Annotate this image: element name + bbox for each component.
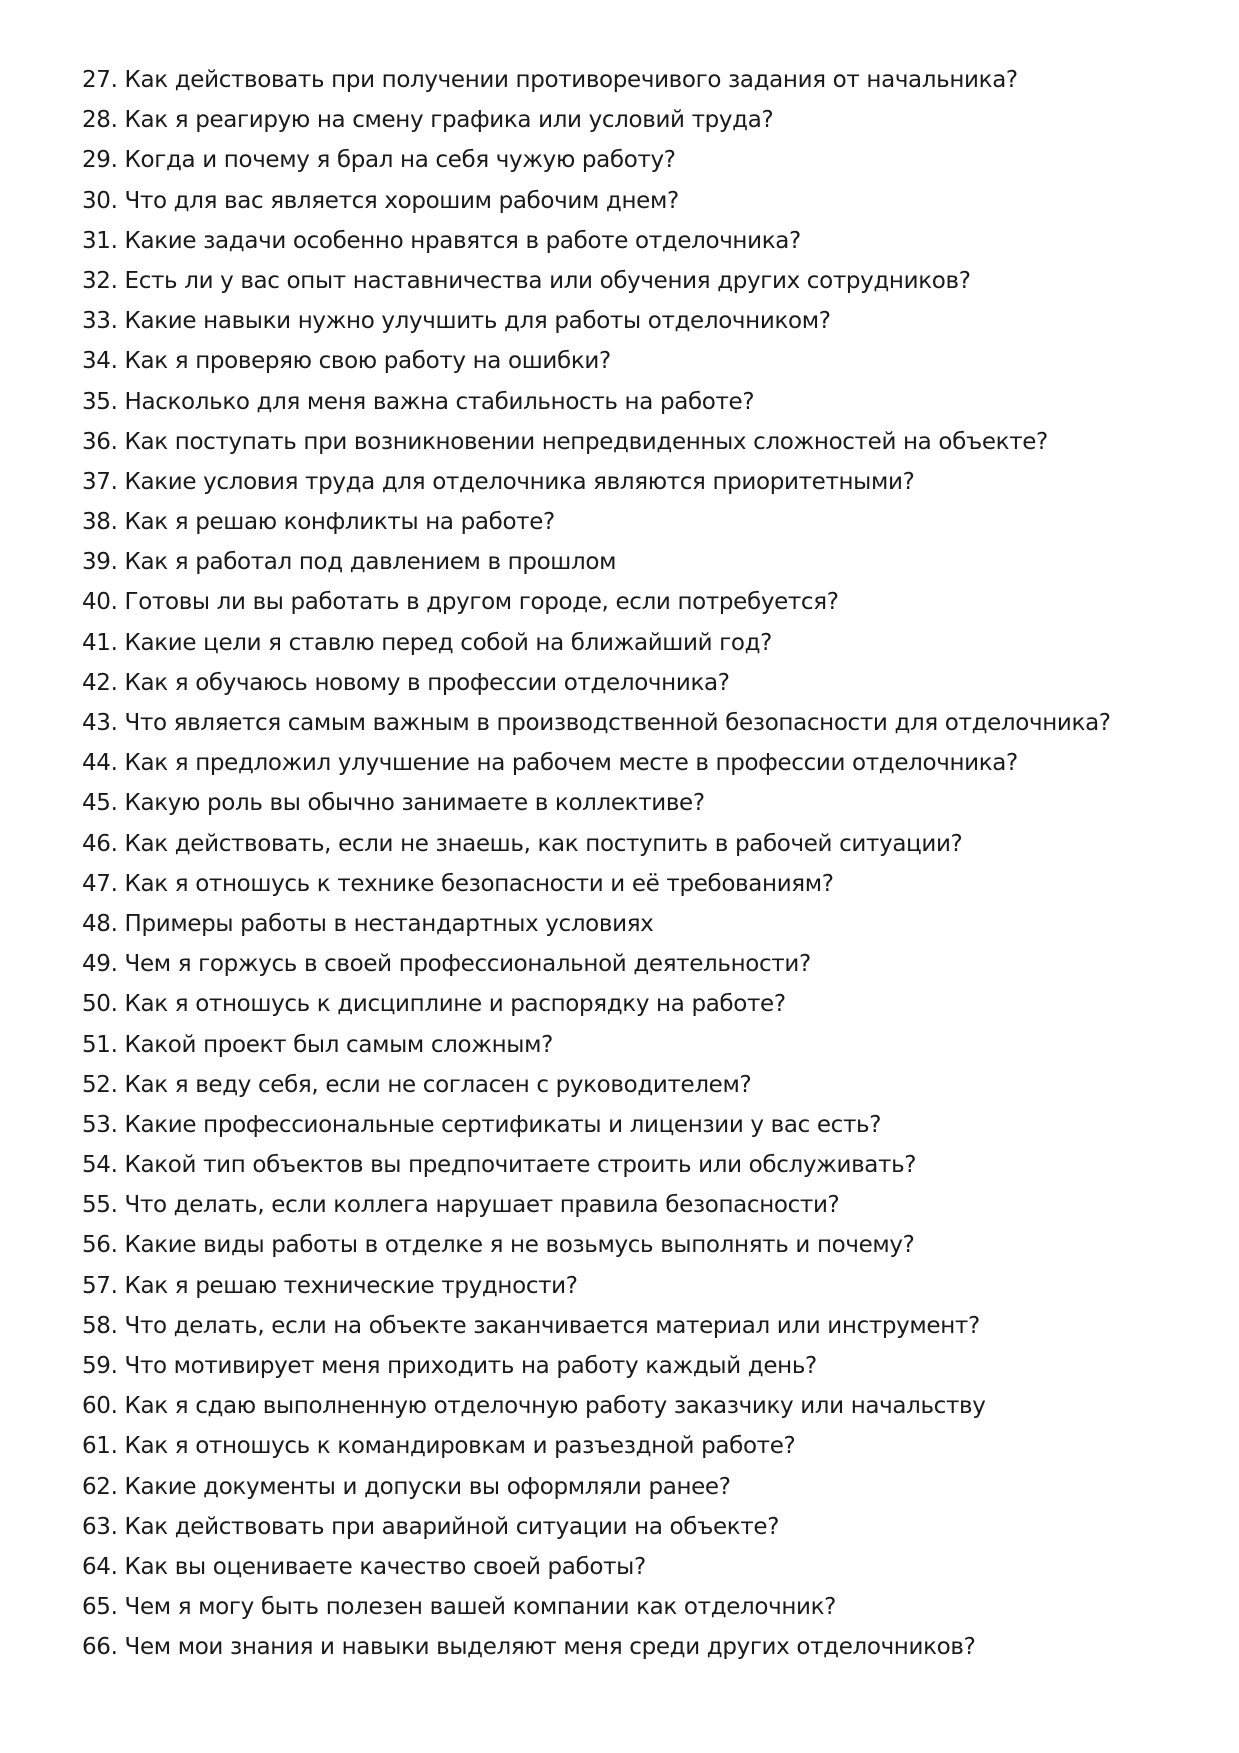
question-text: Какие виды работы в отделке я не возьмусь выполнять и почему? bbox=[124, 1232, 915, 1259]
question-text: Как поступать при возникновении непредвиденных сложностей на объекте? bbox=[124, 428, 1048, 455]
question-number: 62. bbox=[82, 1473, 118, 1500]
question-item bbox=[82, 1185, 1202, 1225]
question-text: Какие документы и допуски вы оформляли ранее? bbox=[124, 1473, 731, 1500]
question-item bbox=[82, 301, 1202, 341]
question-text: Что является самым важным в производственной безопасности для отделочника? bbox=[124, 710, 1111, 736]
question-number: 34. bbox=[82, 348, 118, 375]
question-number: 53. bbox=[82, 1111, 118, 1138]
question-item bbox=[82, 261, 1202, 301]
question-item bbox=[82, 1025, 1202, 1065]
question-number: 37. bbox=[82, 468, 118, 495]
question-item bbox=[82, 783, 1202, 823]
question-text: Как действовать при получении противоречивого задания от начальника? bbox=[124, 67, 1018, 93]
question-list bbox=[82, 60, 1202, 1668]
question-number: 39. bbox=[82, 549, 118, 576]
question-item bbox=[82, 181, 1202, 221]
question-item bbox=[82, 944, 1202, 984]
question-item bbox=[82, 1547, 1202, 1587]
question-item bbox=[82, 1507, 1202, 1547]
question-text: Какие навыки нужно улучшить для работы отделочником? bbox=[124, 308, 831, 335]
question-item bbox=[82, 984, 1202, 1024]
question-text: Какие задачи особенно нравятся в работе отделочника? bbox=[124, 227, 801, 254]
question-text: Как действовать, если не знаешь, как поступить в рабочей ситуации? bbox=[124, 830, 963, 857]
question-item bbox=[82, 382, 1202, 422]
question-number: 29. bbox=[82, 147, 118, 174]
question-number: 52. bbox=[82, 1071, 118, 1098]
question-item bbox=[82, 60, 1202, 100]
question-number: 47. bbox=[82, 870, 118, 897]
question-item bbox=[82, 100, 1202, 140]
question-number: 28. bbox=[82, 107, 118, 134]
question-number: 44. bbox=[82, 750, 118, 777]
question-item bbox=[82, 1225, 1202, 1265]
question-number: 66. bbox=[82, 1634, 118, 1661]
question-number: 48. bbox=[82, 910, 118, 937]
question-number: 50. bbox=[82, 991, 118, 1018]
question-text: Как я сдаю выполненную отделочную работу заказчику или начальству bbox=[124, 1393, 986, 1420]
question-number: 54. bbox=[82, 1152, 118, 1179]
question-text: Чем я могу быть полезен вашей компании как отделочник? bbox=[124, 1594, 837, 1621]
question-number: 57. bbox=[82, 1272, 118, 1299]
question-item bbox=[82, 1145, 1202, 1185]
question-number: 56. bbox=[82, 1232, 118, 1259]
question-text: Что для вас является хорошим рабочим днем? bbox=[124, 187, 679, 214]
question-number: 41. bbox=[82, 629, 118, 656]
question-text: Чем я горжусь в своей профессиональной деятельности? bbox=[124, 951, 811, 978]
question-item bbox=[82, 462, 1202, 502]
question-text: Насколько для меня важна стабильность на работе? bbox=[124, 388, 755, 415]
question-item bbox=[82, 422, 1202, 462]
question-item bbox=[82, 864, 1202, 904]
question-text: Какой проект был самым сложным? bbox=[124, 1031, 553, 1058]
question-item bbox=[82, 221, 1202, 261]
question-number: 27. bbox=[82, 67, 118, 93]
question-text: Чем мои знания и навыки выделяют меня среди других отделочников? bbox=[124, 1634, 976, 1661]
question-number: 55. bbox=[82, 1192, 118, 1219]
question-number: 51. bbox=[82, 1031, 118, 1058]
question-text: Что делать, если на объекте заканчивается материал или инструмент? bbox=[124, 1312, 980, 1339]
question-item bbox=[82, 1346, 1202, 1386]
question-number: 36. bbox=[82, 428, 118, 455]
question-text: Когда и почему я брал на себя чужую работу? bbox=[124, 147, 676, 174]
question-text: Какие профессиональные сертификаты и лицензии у вас есть? bbox=[124, 1111, 882, 1138]
question-item bbox=[82, 1105, 1202, 1145]
question-number: 58. bbox=[82, 1312, 118, 1339]
question-item bbox=[82, 1426, 1202, 1466]
question-item bbox=[82, 582, 1202, 622]
question-number: 46. bbox=[82, 830, 118, 857]
question-number: 49. bbox=[82, 951, 118, 978]
question-number: 32. bbox=[82, 267, 118, 294]
question-text: Какие условия труда для отделочника являются приоритетными? bbox=[124, 468, 915, 495]
question-text: Как я решаю конфликты на работе? bbox=[124, 509, 555, 536]
question-text: Как я обучаюсь новому в профессии отделочника? bbox=[124, 669, 730, 696]
question-number: 43. bbox=[82, 710, 118, 736]
question-item bbox=[82, 663, 1202, 703]
question-item bbox=[82, 1587, 1202, 1627]
question-text: Как я предложил улучшение на рабочем месте в профессии отделочника? bbox=[124, 750, 1018, 777]
question-text: Как вы оцениваете качество своей работы? bbox=[124, 1553, 646, 1580]
question-item bbox=[82, 1266, 1202, 1306]
question-number: 45. bbox=[82, 790, 118, 817]
question-number: 60. bbox=[82, 1393, 118, 1420]
question-item bbox=[82, 140, 1202, 180]
question-item bbox=[82, 1627, 1202, 1667]
question-text: Как я проверяю свою работу на ошибки? bbox=[124, 348, 611, 375]
question-number: 59. bbox=[82, 1353, 118, 1379]
question-text: Примеры работы в нестандартных условиях bbox=[124, 910, 654, 937]
question-item bbox=[82, 824, 1202, 864]
question-text: Какой тип объектов вы предпочитаете строить или обслуживать? bbox=[124, 1152, 917, 1179]
question-number: 33. bbox=[82, 308, 118, 335]
question-number: 35. bbox=[82, 388, 118, 415]
question-number: 64. bbox=[82, 1553, 118, 1580]
question-text: Как я работал под давлением в прошлом bbox=[124, 549, 617, 576]
question-number: 65. bbox=[82, 1594, 118, 1621]
question-item bbox=[82, 341, 1202, 381]
question-item bbox=[82, 743, 1202, 783]
question-number: 31. bbox=[82, 227, 118, 254]
question-text: Как я отношусь к технике безопасности и её требованиям? bbox=[124, 870, 834, 897]
question-text: Как я отношусь к командировкам и разъездной работе? bbox=[124, 1433, 796, 1460]
question-item bbox=[82, 703, 1202, 743]
question-item bbox=[82, 1467, 1202, 1507]
question-item bbox=[82, 623, 1202, 663]
question-item bbox=[82, 1306, 1202, 1346]
question-text: Как я отношусь к дисциплине и распорядку на работе? bbox=[124, 991, 786, 1018]
question-text: Что делать, если коллега нарушает правила безопасности? bbox=[124, 1192, 840, 1219]
question-item bbox=[82, 904, 1202, 944]
question-item bbox=[82, 1386, 1202, 1426]
question-number: 63. bbox=[82, 1513, 118, 1540]
question-text: Какие цели я ставлю перед собой на ближайший год? bbox=[124, 629, 773, 656]
question-text: Как действовать при аварийной ситуации на объекте? bbox=[124, 1513, 780, 1540]
question-text: Как я веду себя, если не согласен с руководителем? bbox=[124, 1071, 752, 1098]
question-text: Какую роль вы обычно занимаете в коллективе? bbox=[124, 790, 705, 817]
question-item bbox=[82, 502, 1202, 542]
question-text: Готовы ли вы работать в другом городе, если потребуется? bbox=[124, 589, 839, 616]
question-text: Как я решаю технические трудности? bbox=[124, 1272, 578, 1299]
question-number: 38. bbox=[82, 509, 118, 536]
question-text: Есть ли у вас опыт наставничества или обучения других сотрудников? bbox=[124, 267, 971, 294]
question-number: 42. bbox=[82, 669, 118, 696]
question-text: Как я реагирую на смену графика или условий труда? bbox=[124, 107, 774, 134]
question-number: 40. bbox=[82, 589, 118, 616]
question-text: Что мотивирует меня приходить на работу каждый день? bbox=[124, 1353, 817, 1379]
question-number: 30. bbox=[82, 187, 118, 214]
question-item bbox=[82, 1065, 1202, 1105]
question-item bbox=[82, 542, 1202, 582]
question-number: 61. bbox=[82, 1433, 118, 1460]
